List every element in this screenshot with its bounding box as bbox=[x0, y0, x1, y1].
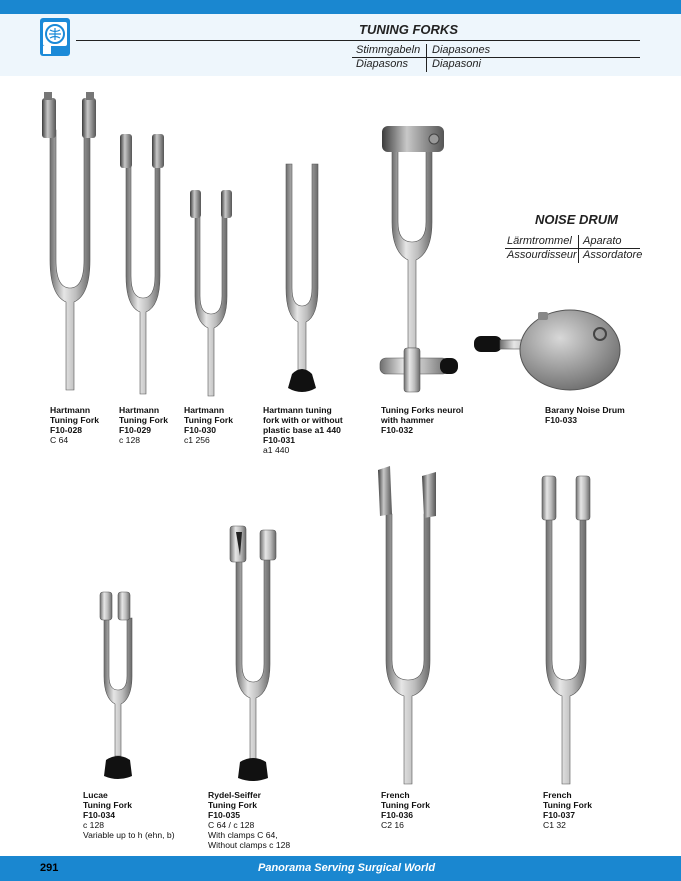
translation-fr: Diapasons bbox=[356, 58, 408, 70]
page-number: 291 bbox=[40, 862, 59, 874]
tuning-fork-f10-029-image bbox=[116, 128, 170, 398]
product-name: Tuning Fork bbox=[83, 800, 133, 810]
top-bar bbox=[0, 0, 681, 14]
product-name: Barany Noise Drum bbox=[545, 405, 625, 415]
product-label-f10-028 bbox=[50, 405, 99, 445]
product-label-f10-033 bbox=[545, 405, 625, 425]
page-title: TUNING FORKS bbox=[359, 22, 458, 37]
noise-drum-translation-it: Assordatore bbox=[583, 249, 643, 261]
product-label-f10-037 bbox=[543, 790, 592, 830]
product-detail: c1 256 bbox=[184, 435, 210, 445]
product-name: fork with or without bbox=[263, 415, 343, 425]
footer-tagline: Panorama Serving Surgical World bbox=[258, 862, 436, 874]
product-detail: a1 440 bbox=[263, 445, 290, 455]
tuning-fork-f10-037-image bbox=[534, 472, 598, 788]
translation-rule bbox=[352, 57, 640, 58]
product-label-f10-036 bbox=[381, 790, 430, 830]
tuning-fork-f10-031-image bbox=[278, 160, 326, 400]
tuning-fork-f10-036-image bbox=[374, 464, 444, 788]
product-code: F10-031 bbox=[263, 435, 296, 445]
noise-drum-rule bbox=[505, 248, 640, 249]
product-detail: C1 32 bbox=[543, 820, 566, 830]
tuning-fork-f10-035-image bbox=[222, 522, 284, 786]
noise-drum-translation-de: Lärmtrommel bbox=[507, 235, 572, 247]
translation-it: Diapasoni bbox=[432, 58, 481, 70]
noise-drum-divider bbox=[578, 235, 579, 263]
tuning-fork-f10-032-image bbox=[374, 112, 464, 402]
product-code: F10-035 bbox=[208, 810, 241, 820]
product-name: Hartmann tuning bbox=[263, 405, 332, 415]
product-detail: C 64 / c 128 bbox=[208, 820, 255, 830]
tuning-fork-f10-034-image bbox=[96, 588, 140, 784]
product-label-f10-029 bbox=[119, 405, 168, 445]
product-name: Tuning Fork bbox=[184, 415, 234, 425]
product-name: with hammer bbox=[381, 415, 435, 425]
product-code: F10-028 bbox=[50, 425, 83, 435]
barany-noise-drum-image bbox=[472, 304, 622, 400]
header-rule bbox=[76, 40, 640, 41]
product-detail: c 128 bbox=[119, 435, 141, 445]
product-detail: With clamps C 64, bbox=[208, 830, 278, 840]
product-detail: Without clamps c 128 bbox=[208, 840, 291, 850]
product-name: Tuning Fork bbox=[208, 800, 258, 810]
product-name: French bbox=[543, 790, 572, 800]
product-name: Tuning Forks neurol bbox=[381, 405, 464, 415]
product-detail: C2 16 bbox=[381, 820, 404, 830]
product-code: F10-029 bbox=[119, 425, 152, 435]
translation-de: Stimmgabeln bbox=[356, 44, 421, 56]
product-code: F10-033 bbox=[545, 415, 578, 425]
tuning-fork-f10-030-image bbox=[186, 184, 236, 400]
product-label-f10-030 bbox=[184, 405, 233, 445]
noise-drum-translation-fr: Assourdisseur bbox=[507, 249, 577, 261]
product-name: Lucae bbox=[83, 790, 108, 800]
product-name: French bbox=[381, 790, 410, 800]
product-label-f10-034 bbox=[83, 790, 175, 840]
translation-divider bbox=[426, 44, 427, 72]
company-logo bbox=[40, 18, 70, 56]
product-name: Tuning Fork bbox=[543, 800, 593, 810]
product-code: F10-036 bbox=[381, 810, 414, 820]
product-label-f10-032 bbox=[381, 405, 463, 435]
product-code: F10-030 bbox=[184, 425, 217, 435]
product-code: F10-037 bbox=[543, 810, 576, 820]
product-label-f10-031 bbox=[263, 405, 343, 455]
product-name: Hartmann bbox=[184, 405, 225, 415]
product-name: Hartmann bbox=[50, 405, 91, 415]
tuning-fork-f10-028-image bbox=[38, 90, 102, 400]
product-code: F10-032 bbox=[381, 425, 414, 435]
product-detail: c 128 bbox=[83, 820, 105, 830]
product-name: Tuning Fork bbox=[50, 415, 100, 425]
noise-drum-translation-es: Aparato bbox=[583, 235, 622, 247]
product-name: Rydel-Seiffer bbox=[208, 790, 262, 800]
product-detail: C 64 bbox=[50, 435, 69, 445]
product-name: Tuning Fork bbox=[381, 800, 431, 810]
product-code: F10-034 bbox=[83, 810, 116, 820]
product-name: Tuning Fork bbox=[119, 415, 169, 425]
product-name: plastic base a1 440 bbox=[263, 425, 341, 435]
product-detail: Variable up to h (ehn, b) bbox=[83, 830, 175, 840]
product-label-f10-035 bbox=[208, 790, 290, 850]
noise-drum-title: NOISE DRUM bbox=[534, 212, 618, 227]
translation-es: Diapasones bbox=[432, 44, 491, 56]
product-name: Hartmann bbox=[119, 405, 160, 415]
